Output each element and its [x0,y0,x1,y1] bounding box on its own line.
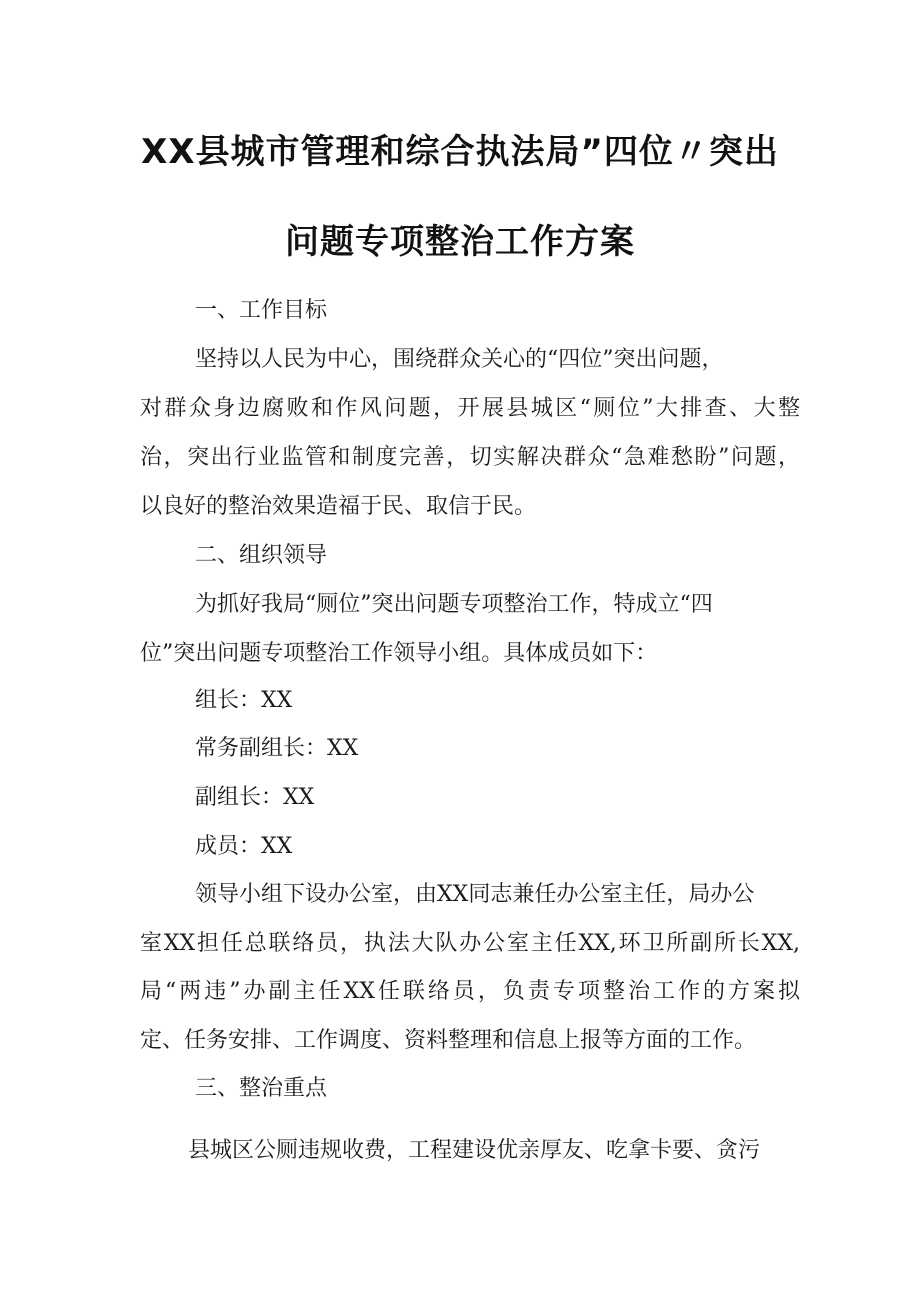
office-paragraph-line: 领导小组下设办公室，由XX同志兼任办公室主任，局办公 [195,882,755,907]
leadership-intro-line: 为抓好我局“厕位”突出问题专项整治工作，特成立“四 [195,592,713,617]
office-paragraph-line: 室XX担任总联络员，执法大队办公室主任XX,环卫所副所长XX, [140,931,800,956]
section-heading-leadership: 二、组织领导 [195,543,328,568]
document-title-line-1: XX县城市管理和综合执法局”四位〃突出 [141,132,779,172]
leadership-intro-line: 位”突出问题专项整治工作领导小组。具体成员如下： [140,641,658,666]
member-deputy: 副组长：XX [195,785,315,810]
focus-paragraph-line: 县城区公厕违规收费，工程建设优亲厚友、吃拿卡要、贪污 [188,1138,761,1163]
section-heading-goals: 一、工作目标 [195,298,328,323]
goals-paragraph-line: 坚持以人民为中心，围绕群众关心的“四位”突出问题， [195,347,724,372]
goals-paragraph-line: 以良好的整治效果造福于民、取信于民。 [140,494,537,519]
goals-paragraph-line: 治，突出行业监管和制度完善，切实解决群众“急难愁盼”问题， [140,445,800,470]
member-members: 成员：XX [195,834,293,859]
office-paragraph-line: 定、任务安排、工作调度、资料整理和信息上报等方面的工作。 [140,1028,757,1053]
member-executive-deputy: 常务副组长：XX [195,736,359,761]
goals-paragraph-line: 对群众身边腐败和作风问题，开展县城区“厕位”大排查、大整 [140,396,800,421]
section-heading-focus: 三、整治重点 [195,1076,328,1101]
document-title-line-2: 问题专项整治工作方案 [285,222,635,262]
office-paragraph-line: 局“两违”办副主任XX任联络员，负责专项整治工作的方案拟 [140,979,800,1004]
member-leader: 组长：XX [195,688,293,713]
